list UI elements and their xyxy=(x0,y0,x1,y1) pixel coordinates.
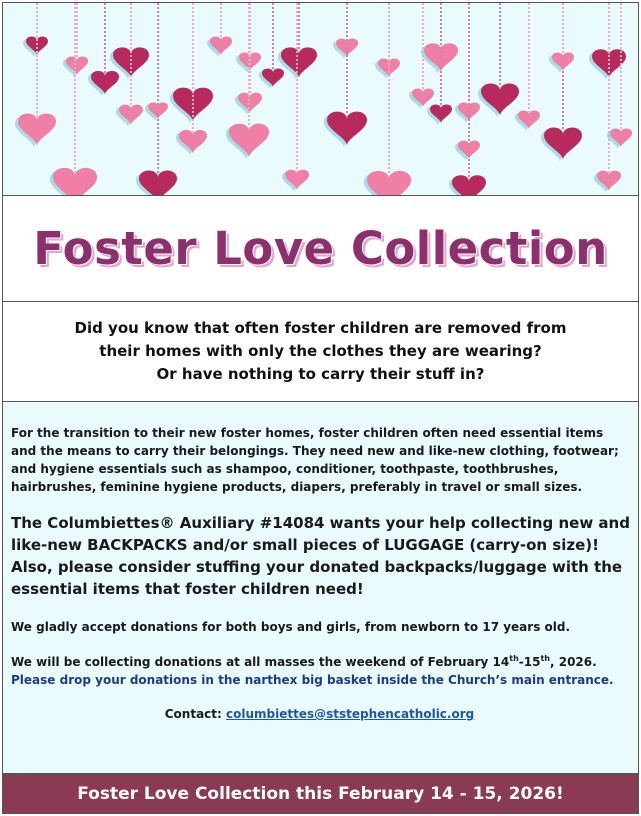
question-line-3: Or have nothing to carry their stuff in? xyxy=(156,365,485,383)
superscript-th: th xyxy=(509,654,519,663)
needs-line: and the means to carry their belongings. They need new and like-new clothing, footwear; xyxy=(11,444,619,458)
needs-line: For the transition to their new foster homes, foster children often need essential items xyxy=(11,426,604,440)
appeal-paragraph xyxy=(11,512,628,600)
question-line-2: their homes with only the clothes they are wearing? xyxy=(99,342,542,360)
page-title: Foster Love Collection xyxy=(33,222,608,275)
superscript-th: th xyxy=(540,654,550,663)
hanging-hearts-illustration xyxy=(3,3,639,196)
body-box xyxy=(2,402,639,774)
contact-email-link[interactable]: columbiettes@ststephencatholic.org xyxy=(226,707,475,721)
schedule-suffix: , 2026. xyxy=(550,655,597,669)
schedule-prefix: We will be collecting donations at all masses the weekend of February 14 xyxy=(11,655,510,669)
schedule-mid: -15 xyxy=(518,655,541,669)
schedule-paragraph xyxy=(11,650,628,689)
footer-text: Foster Love Collection this February 14 - 15, 2026! xyxy=(77,784,564,804)
needs-paragraph xyxy=(11,424,628,496)
appeal-line: Also, please consider stuffing your donated backpacks/luggage with the xyxy=(11,558,623,576)
needs-line: hairbrushes, feminine hygiene products, diapers, preferably in travel or small sizes. xyxy=(11,480,583,494)
contact-label: Contact: xyxy=(164,707,222,721)
ages-paragraph: We gladly accept donations for both boys and girls, from newborn to 17 years old. xyxy=(11,620,571,634)
question-box xyxy=(2,302,639,402)
appeal-line: The Columbiettes® Auxiliary #14084 wants your help collecting new and xyxy=(11,514,630,532)
footer-banner xyxy=(2,774,639,814)
appeal-line: like-new BACKPACKS and/or small pieces of LUGGAGE (carry-on size)! xyxy=(11,536,599,554)
drop-off-line: Please drop your donations in the narthex big basket inside the Church’s main entrance. xyxy=(11,673,614,687)
hearts-banner xyxy=(2,2,639,196)
contact-line xyxy=(11,707,628,721)
appeal-line: essential items that foster children need! xyxy=(11,580,364,598)
title-box xyxy=(2,196,639,302)
schedule-line xyxy=(11,655,597,669)
needs-line: and hygiene essentials such as shampoo, conditioner, toothpaste, toothbrushes, xyxy=(11,462,559,476)
question-line-1: Did you know that often foster children are removed from xyxy=(74,319,567,337)
